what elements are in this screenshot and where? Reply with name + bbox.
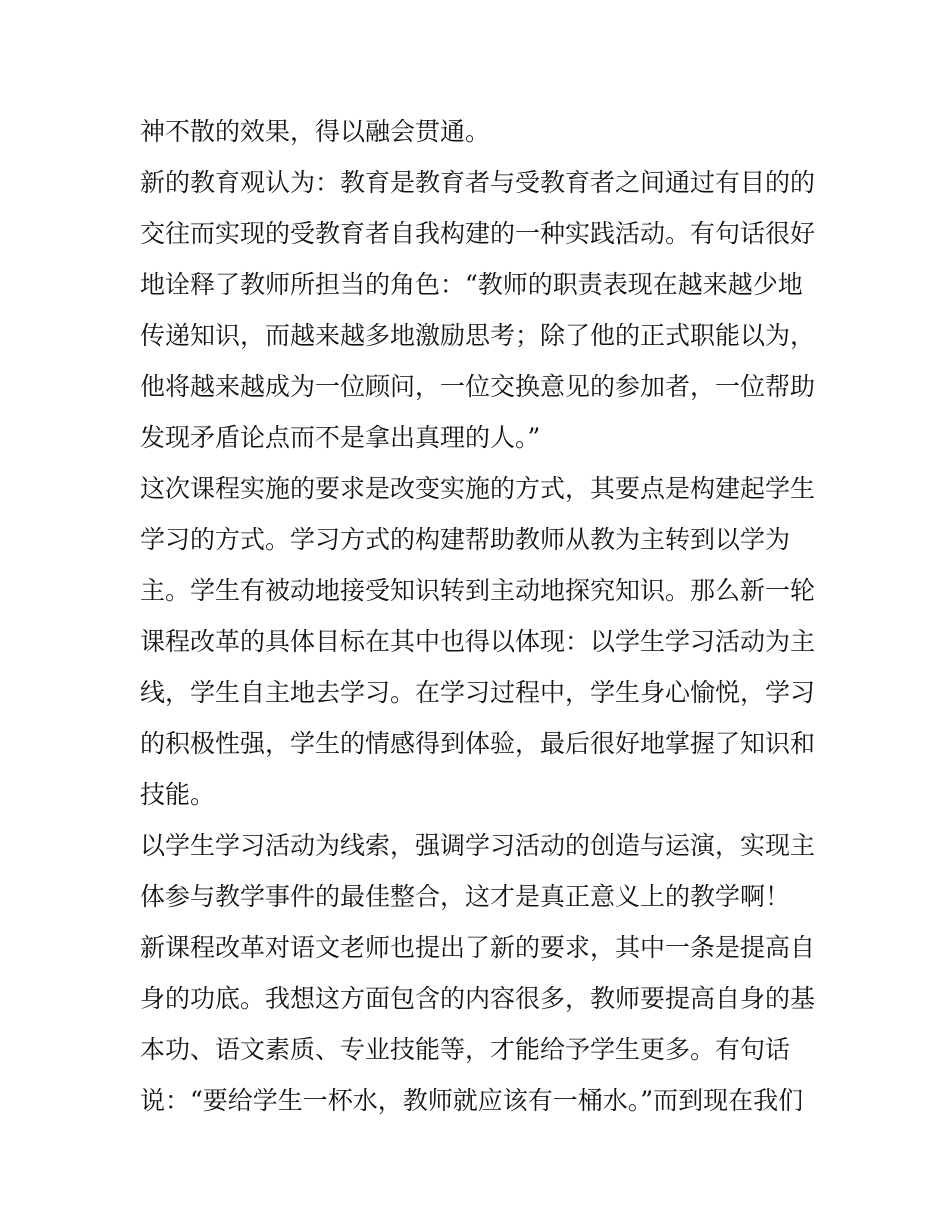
text-line: 体参与教学事件的最佳整合，这才是真正意义上的教学啊！	[140, 882, 791, 911]
text-line: 主。学生有被动地接受知识转到主动地探究知识。那么新一轮	[140, 576, 816, 605]
text-line: 发现矛盾论点而不是拿出真理的人。”	[140, 423, 541, 452]
text-line: 课程改革的具体目标在其中也得以体现：以学生学习活动为主	[140, 627, 816, 656]
text-line: 线，学生自主地去学习。在学习过程中，学生身心愉悦，学习	[140, 678, 816, 707]
text-line: 以学生学习活动为线索，强调学习活动的创造与运演，实现主	[140, 831, 816, 860]
text-line: 的积极性强，学生的情感得到体验，最后很好地掌握了知识和	[140, 729, 816, 758]
text-line: 技能。	[140, 780, 216, 809]
text-line: 说：“要给学生一杯水，教师就应该有一桶水。”而到现在我们	[140, 1086, 804, 1115]
text-line: 身的功底。我想这方面包含的内容很多，教师要提高自身的基	[140, 984, 816, 1013]
text-line: 传递知识，而越来越多地激励思考；除了他的正式职能以为，	[140, 321, 816, 350]
text-line: 地诠释了教师所担当的角色：“教师的职责表现在越来越少地	[140, 270, 803, 299]
text-line: 他将越来越成为一位顾问，一位交换意见的参加者，一位帮助	[140, 372, 816, 401]
text-line: 交往而实现的受教育者自我构建的一种实践活动。有句话很好	[140, 219, 816, 248]
body-text	[140, 106, 820, 1126]
text-line: 神不散的效果，得以融会贯通。	[140, 117, 491, 146]
text-line: 本功、语文素质、专业技能等，才能给予学生更多。有句话	[140, 1035, 791, 1064]
text-line: 这次课程实施的要求是改变实施的方式，其要点是构建起学生	[140, 474, 816, 503]
text-line: 新的教育观认为：教育是教育者与受教育者之间通过有目的的	[140, 168, 816, 197]
text-line: 新课程改革对语文老师也提出了新的要求，其中一条是提高自	[140, 933, 816, 962]
text-line: 学习的方式。学习方式的构建帮助教师从教为主转到以学为	[140, 525, 791, 554]
